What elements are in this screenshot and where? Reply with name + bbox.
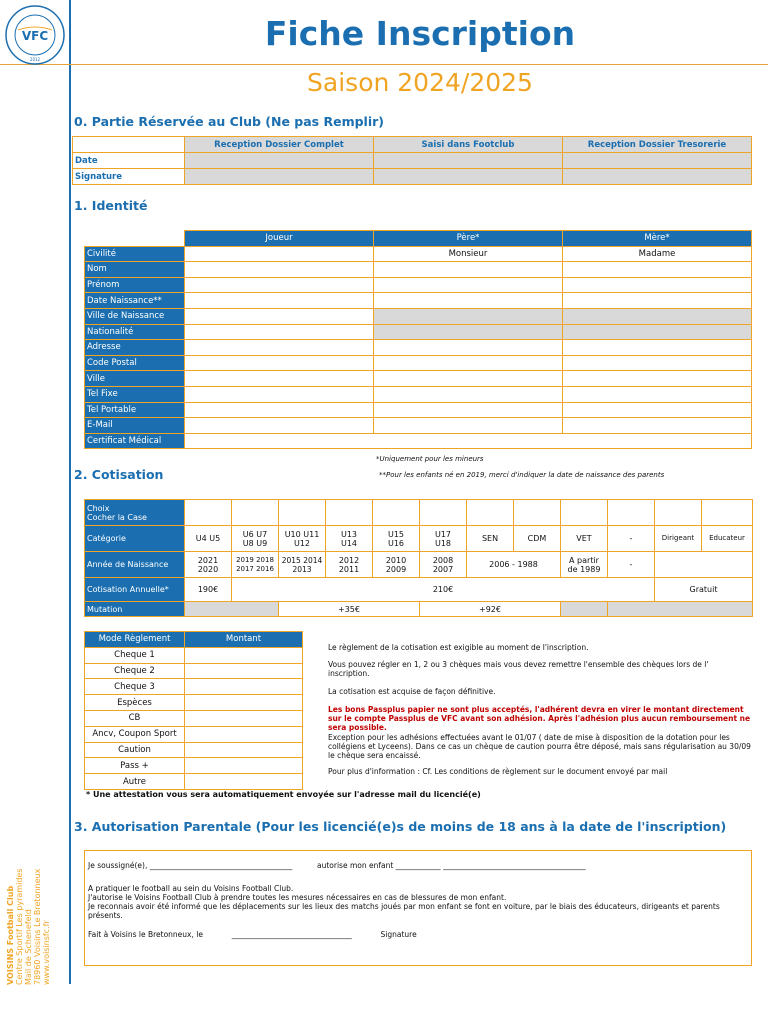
payment-row: [85, 758, 303, 774]
payment-table: [84, 631, 303, 790]
identity-field[interactable]: [185, 277, 374, 293]
identity-label: Civilité: [85, 246, 185, 262]
identity-field[interactable]: [185, 308, 374, 324]
season-label: Saison 2024/2025: [307, 68, 533, 97]
payment-amount[interactable]: [185, 758, 303, 774]
identity-row: [85, 418, 752, 434]
empty-cell: [85, 231, 185, 247]
identity-field[interactable]: [374, 371, 563, 387]
field-cell: [185, 169, 374, 185]
svg-text:2012: 2012: [29, 57, 41, 62]
row-categorie: Catégorie: [85, 526, 185, 552]
year-cell: 2012 2011: [326, 552, 373, 578]
category-cell: U6 U7 U8 U9: [232, 526, 279, 552]
payment-row: [85, 742, 303, 758]
fait-a-label: Fait à Voisins le Bretonneux, le: [88, 930, 203, 939]
identity-field[interactable]: [185, 262, 374, 278]
empty-cell: [73, 137, 185, 153]
address-line: 78960 Voisins Le Bretonneux: [33, 868, 42, 985]
row-mutation: Mutation: [85, 602, 185, 617]
row-date: Date: [73, 153, 185, 169]
payment-row: [85, 679, 303, 695]
identity-label: E-Mail: [85, 418, 185, 434]
identity-field[interactable]: [374, 262, 563, 278]
identity-field[interactable]: [374, 355, 563, 371]
identity-field[interactable]: [185, 418, 374, 434]
category-cell: U4 U5: [185, 526, 232, 552]
category-cell: SEN: [467, 526, 514, 552]
choice-checkbox[interactable]: [185, 500, 232, 526]
category-cell: Educateur: [702, 526, 753, 552]
identity-field[interactable]: [563, 293, 752, 309]
identity-row: [85, 308, 752, 324]
payment-mode: Ancv, Coupon Sport: [85, 726, 185, 742]
category-cell: U13 U14: [326, 526, 373, 552]
identity-field[interactable]: [563, 418, 752, 434]
year-cell: 2021 2020: [185, 552, 232, 578]
identity-label: Tel Portable: [85, 402, 185, 418]
identity-field[interactable]: [374, 308, 563, 324]
parental-authorization-box: [84, 850, 752, 966]
year-cell: A partir de 1989: [561, 552, 608, 578]
choice-checkbox[interactable]: [608, 500, 655, 526]
identity-field[interactable]: [185, 386, 374, 402]
identity-field[interactable]: [563, 386, 752, 402]
identity-field[interactable]: [185, 324, 374, 340]
authorization-text-3: Je reconnais avoir été informé que les déplacements sur les lieux des matchs joués par mon enfant se font en voiture, par le biais des éducateurs, dirigeants et parents présents.: [88, 902, 720, 920]
payment-row: [85, 726, 303, 742]
payment-amount[interactable]: [185, 647, 303, 663]
col-reception-tresorerie: Reception Dossier Tresorerie: [563, 137, 752, 153]
identity-field[interactable]: [374, 386, 563, 402]
authorization-text-2: J'autorise le Voisins Football Club à prendre toutes les mesures nécessaires en cas de blessures de mon enfant.: [88, 893, 507, 902]
payment-info-3: La cotisation est acquise de façon définitive.: [328, 687, 496, 696]
identity-field[interactable]: [185, 246, 374, 262]
payment-amount[interactable]: [185, 774, 303, 790]
identity-field[interactable]: [185, 293, 374, 309]
identity-label: Adresse: [85, 340, 185, 356]
note-naissance: **Pour les enfants né en 2019, merci d'indiquer la date de naissance des parents: [379, 471, 665, 479]
field-cell: [374, 169, 563, 185]
col-mere: Mère*: [563, 231, 752, 247]
identity-row: [85, 324, 752, 340]
payment-amount[interactable]: [185, 663, 303, 679]
category-cell: Dirigeant: [655, 526, 702, 552]
identity-field[interactable]: [563, 262, 752, 278]
identity-field[interactable]: [374, 340, 563, 356]
identity-field[interactable]: [185, 402, 374, 418]
payment-amount[interactable]: [185, 710, 303, 726]
website: www.voisinsfc.fr: [42, 920, 51, 985]
year-cell: 2008 2007: [420, 552, 467, 578]
choice-checkbox[interactable]: [702, 500, 753, 526]
payment-row: [85, 695, 303, 711]
field-cell: [374, 153, 563, 169]
section0-title: 0. Partie Réservée au Club (Ne pas Remplir): [74, 114, 384, 129]
col-joueur: Joueur: [185, 231, 374, 247]
payment-row: [85, 663, 303, 679]
cotisation-table: [84, 499, 753, 617]
choice-checkbox[interactable]: [279, 500, 326, 526]
identity-row: [85, 340, 752, 356]
identity-row: [85, 293, 752, 309]
year-cell: -: [608, 552, 655, 578]
mutation-cell: +35€: [279, 602, 420, 617]
page-title: Fiche Inscription: [264, 14, 576, 53]
club-address: [6, 825, 66, 985]
identity-field[interactable]: [185, 355, 374, 371]
year-cell: 2019 2018 2017 2016: [232, 552, 279, 578]
payment-mode: CB: [85, 710, 185, 726]
row-annee: Année de Naissance: [85, 552, 185, 578]
identity-field[interactable]: Madame: [563, 246, 752, 262]
category-cell: U17 U18: [420, 526, 467, 552]
payment-row: [85, 774, 303, 790]
mutation-cell: +92€: [420, 602, 561, 617]
left-divider: [69, 0, 71, 984]
category-cell: CDM: [514, 526, 561, 552]
col-mode: Mode Règlement: [85, 632, 185, 648]
row-cotisation: Cotisation Annuelle*: [85, 578, 185, 602]
address-line: Centre Sportif Les pyramides: [15, 868, 24, 985]
payment-info-6: Pour plus d'information : Cf. Les conditions de règlement sur le document envoyé par mail: [328, 767, 668, 776]
identity-field[interactable]: Monsieur: [374, 246, 563, 262]
header-divider: [0, 64, 768, 65]
section3-title: 3. Autorisation Parentale (Pour les licencié(e)s de moins de 18 ans à la date de l'inscription): [74, 819, 727, 834]
col-montant: Montant: [185, 632, 303, 648]
identity-field[interactable]: [563, 340, 752, 356]
choice-checkbox[interactable]: [467, 500, 514, 526]
identity-row: [85, 386, 752, 402]
payment-amount[interactable]: [185, 679, 303, 695]
identity-field[interactable]: [563, 324, 752, 340]
identity-label: Nationalité: [85, 324, 185, 340]
identity-label: Certificat Médical: [85, 433, 185, 449]
choice-checkbox[interactable]: [655, 500, 702, 526]
identity-field[interactable]: [374, 418, 563, 434]
payment-mode: Cheque 3: [85, 679, 185, 695]
soussigne-line: Je soussigné(e), ______________________________________: [88, 861, 293, 870]
svg-text:VFC: VFC: [21, 29, 49, 43]
price-cell: 210€: [232, 578, 655, 602]
row-signature: Signature: [73, 169, 185, 185]
section2-title: 2. Cotisation: [74, 467, 164, 482]
identity-label: Nom: [85, 262, 185, 278]
identity-label: Ville: [85, 371, 185, 387]
field-cell: [185, 153, 374, 169]
payment-mode: Autre: [85, 774, 185, 790]
identity-table: [84, 230, 752, 449]
year-cell: 2006 - 1988: [467, 552, 561, 578]
choice-checkbox[interactable]: [232, 500, 279, 526]
identity-field[interactable]: [374, 293, 563, 309]
payment-mode: Cheque 2: [85, 663, 185, 679]
choice-checkbox[interactable]: [514, 500, 561, 526]
identity-label: Date Naissance**: [85, 293, 185, 309]
identity-field[interactable]: [563, 355, 752, 371]
choice-checkbox[interactable]: [420, 500, 467, 526]
identity-row: [85, 262, 752, 278]
choice-checkbox[interactable]: [561, 500, 608, 526]
identity-field[interactable]: [563, 371, 752, 387]
payment-info-2: Vous pouvez régler en 1, 2 ou 3 chèques mais vous devez remettre l'ensemble des chèques lors de l' inscription.: [328, 660, 709, 678]
payment-amount[interactable]: [185, 695, 303, 711]
identity-field[interactable]: [185, 433, 752, 449]
category-cell: VET: [561, 526, 608, 552]
identity-row: [85, 246, 752, 262]
year-cell: 2010 2009: [373, 552, 420, 578]
payment-amount[interactable]: [185, 742, 303, 758]
price-cell: Gratuit: [655, 578, 753, 602]
year-cell-empty: [655, 552, 753, 578]
authorization-text-1: A pratiquer le football au sein du Voisins Football Club.: [88, 884, 294, 893]
identity-row: [85, 355, 752, 371]
choice-checkbox[interactable]: [326, 500, 373, 526]
category-cell: -: [608, 526, 655, 552]
identity-field[interactable]: [185, 371, 374, 387]
category-cell: U15 U16: [373, 526, 420, 552]
address-line: Mail de Schenefeld: [24, 909, 33, 985]
autorise-line: autorise mon enfant ____________ ______________________________________: [317, 861, 586, 870]
identity-label: Code Postal: [85, 355, 185, 371]
category-cell: U10 U11 U12: [279, 526, 326, 552]
field-cell: [563, 153, 752, 169]
col-reception-complet: Reception Dossier Complet: [185, 137, 374, 153]
identity-field[interactable]: [563, 308, 752, 324]
identity-row: [85, 433, 752, 449]
payment-amount[interactable]: [185, 726, 303, 742]
note-mineurs: *Uniquement pour les mineurs: [376, 455, 484, 463]
identity-field[interactable]: [563, 277, 752, 293]
identity-field[interactable]: [563, 402, 752, 418]
identity-label: Ville de Naissance: [85, 308, 185, 324]
identity-label: Tel Fixe: [85, 386, 185, 402]
passplus-warning: Les bons Passplus papier ne sont plus acceptés, l'adhérent devra en virer le montant directement sur le compte Passplus de VFC avant son adhésion. Après l'adhésion plus aucun remboursement ne sera possible.: [328, 705, 751, 732]
date-line: ________________________________: [231, 930, 352, 939]
identity-field[interactable]: [374, 402, 563, 418]
section1-title: 1. Identité: [74, 198, 148, 213]
payment-mode: Caution: [85, 742, 185, 758]
payment-row: [85, 647, 303, 663]
identity-label: Prénom: [85, 277, 185, 293]
payment-row: [85, 710, 303, 726]
club-logo: [4, 4, 66, 66]
row-choix: Choix Cocher la Case: [85, 500, 185, 526]
identity-row: [85, 277, 752, 293]
choice-checkbox[interactable]: [373, 500, 420, 526]
field-cell: [563, 169, 752, 185]
identity-row: [85, 371, 752, 387]
col-pere: Père*: [374, 231, 563, 247]
attestation-note: * Une attestation vous sera automatiquement envoyée sur l'adresse mail du licencié(e): [86, 790, 481, 799]
signature-label: Signature: [380, 930, 417, 939]
year-cell: 2015 2014 2013: [279, 552, 326, 578]
identity-field[interactable]: [374, 324, 563, 340]
club-name: VOISINS Football Club: [6, 885, 15, 985]
payment-mode: Pass +: [85, 758, 185, 774]
price-cell: 190€: [185, 578, 232, 602]
identity-field[interactable]: [374, 277, 563, 293]
mutation-empty: [561, 602, 608, 617]
club-reserved-table: [72, 136, 752, 185]
mutation-empty: [608, 602, 753, 617]
payment-info-1: Le règlement de la cotisation est exigible au moment de l'inscription.: [328, 643, 589, 652]
identity-field[interactable]: [185, 340, 374, 356]
identity-row: [85, 402, 752, 418]
payment-mode: Espèces: [85, 695, 185, 711]
mutation-empty: [185, 602, 279, 617]
col-saisi-footclub: Saisi dans Footclub: [374, 137, 563, 153]
payment-mode: Cheque 1: [85, 647, 185, 663]
payment-info-5: Exception pour les adhésions effectuées avant le 01/07 ( date de mise à disposition de la dotation pour les collégiens et Lyceens). Dans ce cas un chèque de caution pourra être déposé, mais sans régularisation au 30/09 le chèque sera encaissé.: [328, 733, 751, 760]
